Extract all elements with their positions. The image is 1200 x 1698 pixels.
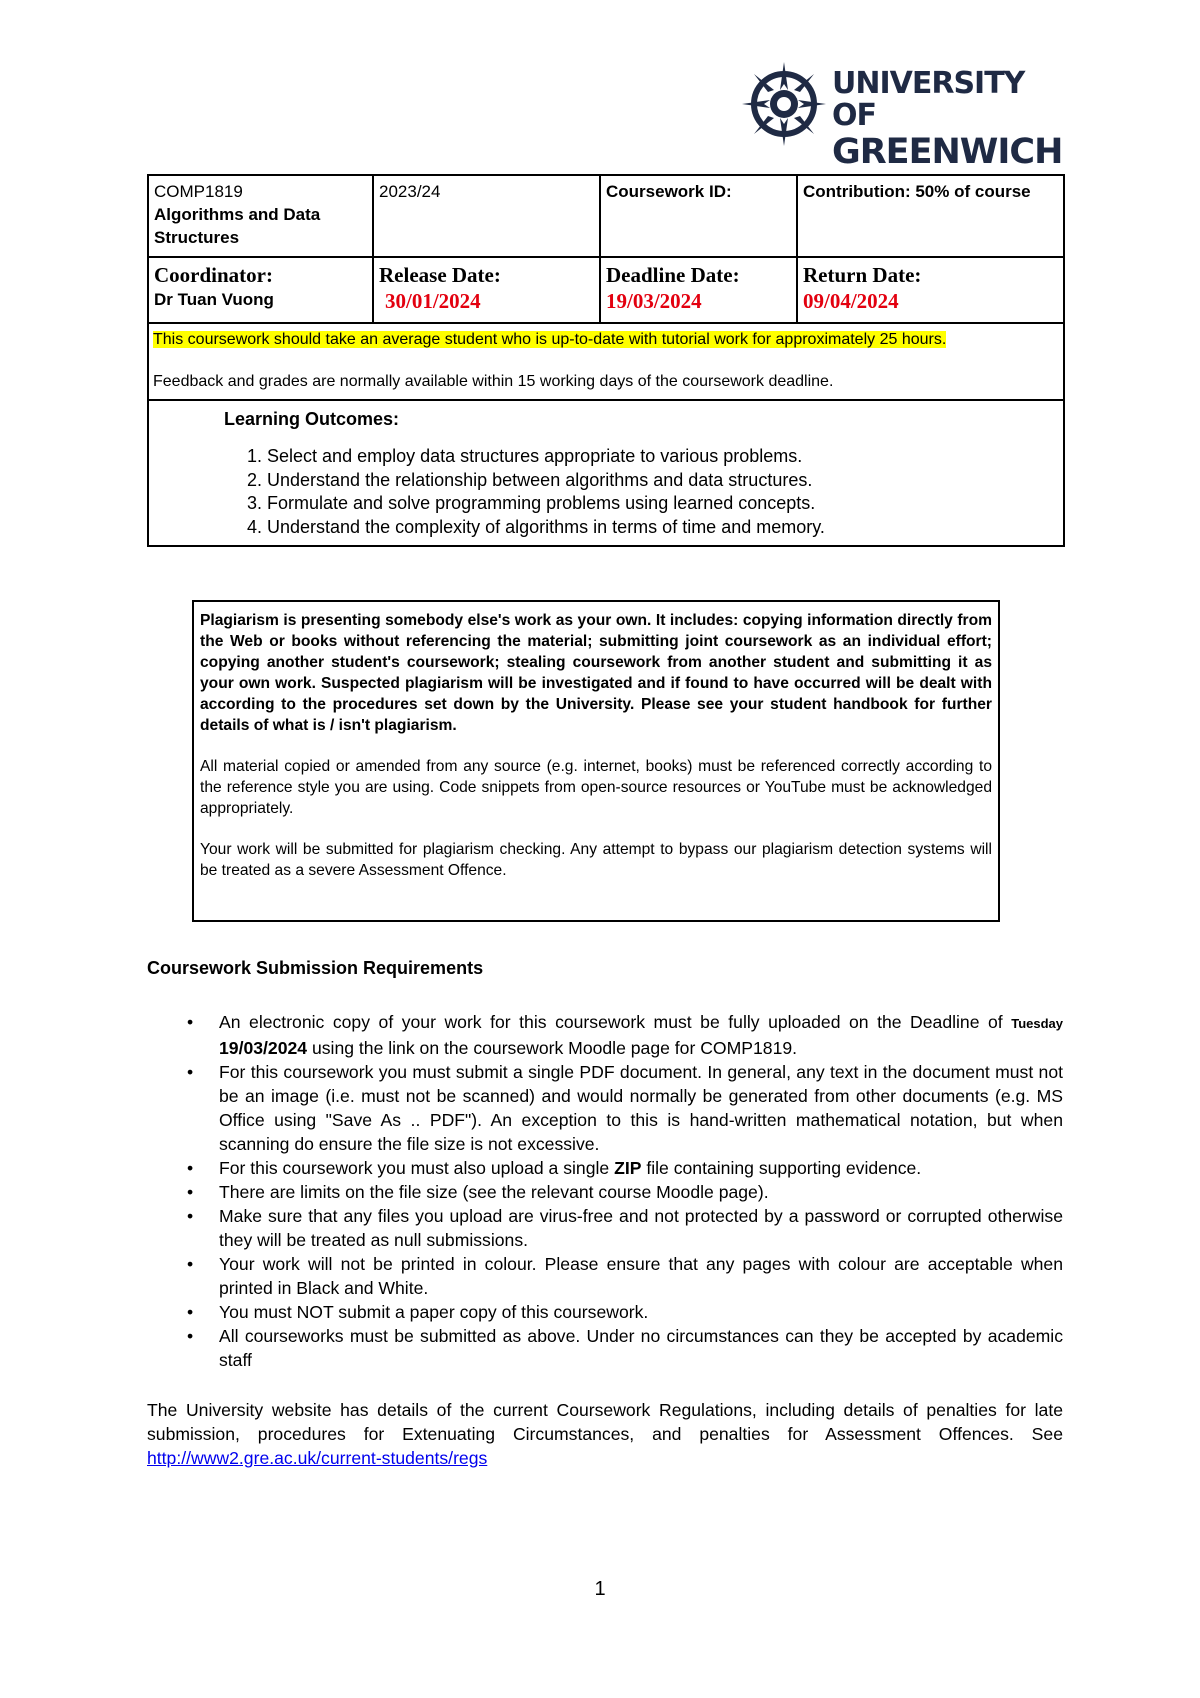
coordinator-name: Dr Tuan Vuong bbox=[154, 290, 274, 309]
bullet-icon: • bbox=[187, 1254, 194, 1274]
requirement-item bbox=[147, 1300, 1063, 1324]
bullet-icon: • bbox=[187, 1012, 194, 1032]
requirement-text: There are limits on the file size (see the relevant course Moodle page). bbox=[219, 1182, 769, 1202]
learning-outcome-item: 1. Select and employ data structures appropriate to various problems. bbox=[247, 446, 803, 466]
info-row-1 bbox=[148, 175, 1064, 257]
requirement-text: using the link on the coursework Moodle page for COMP1819. bbox=[307, 1038, 798, 1058]
requirement-text: Your work will not be printed in colour. Please ensure that any pages with colour are acceptable when printed in Black and White. bbox=[219, 1254, 1063, 1298]
deadline-cell bbox=[600, 257, 797, 323]
regulations-paragraph bbox=[147, 1398, 1063, 1470]
deadline-date: 19/03/2024 bbox=[606, 289, 702, 313]
bullet-icon: • bbox=[187, 1182, 194, 1202]
workload-note: This coursework should take an average student who is up-to-date with tutorial work for approximately 25 hours. bbox=[153, 331, 947, 348]
release-label: Release Date: bbox=[379, 263, 501, 287]
page-number: 1 bbox=[594, 1578, 606, 1600]
zip-keyword: ZIP bbox=[614, 1158, 642, 1178]
regulations-text: The University website has details of the current Coursework Regulations, including details of penalties for late submission, procedures for Extenuating Circumstances, and penalties for Assessment Offences. See bbox=[147, 1400, 1063, 1444]
bullet-icon: • bbox=[187, 1158, 194, 1178]
return-label: Return Date: bbox=[803, 263, 922, 287]
requirement-item bbox=[147, 1204, 1063, 1252]
requirement-item bbox=[147, 1180, 1063, 1204]
logo-wordmark bbox=[832, 68, 1062, 172]
notes-cell bbox=[148, 323, 1064, 400]
learning-outcomes-list bbox=[247, 445, 1063, 539]
deadline-day: Tuesday bbox=[1011, 1016, 1063, 1031]
requirement-text: An electronic copy of your work for this coursework must be fully uploaded on the Deadline of bbox=[219, 1012, 1012, 1032]
requirements-list bbox=[147, 1010, 1063, 1372]
plagiarism-box bbox=[192, 600, 1000, 922]
release-cell bbox=[373, 257, 600, 323]
deadline-date-inline: 19/03/2024 bbox=[219, 1038, 308, 1058]
learning-outcomes-title: Learning Outcomes: bbox=[224, 409, 400, 429]
academic-year: 2023/24 bbox=[373, 175, 600, 257]
info-row-3 bbox=[148, 323, 1064, 400]
requirement-text: file containing supporting evidence. bbox=[641, 1158, 922, 1178]
requirement-text: Make sure that any files you upload are virus-free and not protected by a password or corrupted otherwise they will be treated as null submissions. bbox=[219, 1206, 1063, 1250]
feedback-note: Feedback and grades are normally available within 15 working days of the coursework deadline. bbox=[153, 373, 834, 390]
return-cell bbox=[797, 257, 1064, 323]
course-name: Algorithms and Data Structures bbox=[154, 205, 321, 247]
plagiarism-checking: Your work will be submitted for plagiarism checking. Any attempt to bypass our plagiarism detection systems will be treated as a severe Assessment Offence. bbox=[200, 841, 992, 879]
requirement-text: All courseworks must be submitted as above. Under no circumstances can they be accepted by academic staff bbox=[219, 1326, 1063, 1370]
bullet-icon: • bbox=[187, 1326, 194, 1346]
bullet-icon: • bbox=[187, 1062, 194, 1082]
requirements-title: Coursework Submission Requirements bbox=[147, 958, 484, 978]
bullet-icon: • bbox=[187, 1206, 194, 1226]
info-row-2 bbox=[148, 257, 1064, 323]
requirement-item bbox=[147, 1156, 1063, 1180]
plagiarism-referencing: All material copied or amended from any source (e.g. internet, books) must be referenced correctly according to the reference style you are using. Code snippets from open-source resources or YouTube must be acknowledged appropriately. bbox=[200, 758, 992, 817]
contribution: Contribution: 50% of course bbox=[797, 175, 1064, 257]
coordinator-label: Coordinator: bbox=[154, 263, 273, 287]
requirement-text: For this coursework you must submit a single PDF document. In general, any text in the document must not be an image (i.e. must not be scanned) and would normally be generated from other documents (e.g. MS Office using "Save As .. PDF"). An exception to this is hand-written mathematical notation, but when scanning do ensure the file size is not excessive. bbox=[219, 1062, 1063, 1154]
requirement-item bbox=[147, 1324, 1063, 1372]
deadline-label: Deadline Date: bbox=[606, 263, 740, 287]
regulations-link[interactable]: http://www2.gre.ac.uk/current-students/regs bbox=[147, 1448, 488, 1468]
plagiarism-definition: Plagiarism is presenting somebody else's work as your own. It includes: copying information directly from the Web or books without referencing the material; submitting joint coursework as an individual effort; copying another student's coursework; stealing coursework from another student and submitting it as your own work. Suspected plagiarism will be investigated and if found to have occurred will be dealt with according to the procedures set down by the University. Please see your student handbook for further details of what is / isn't plagiarism. bbox=[200, 612, 992, 734]
coursework-id-label: Coursework ID: bbox=[600, 175, 797, 257]
course-cell bbox=[148, 175, 373, 257]
compass-rose-icon bbox=[740, 60, 828, 148]
university-logo bbox=[740, 60, 1063, 172]
requirement-item bbox=[147, 1060, 1063, 1156]
learning-outcome-item: 4. Understand the complexity of algorithms in terms of time and memory. bbox=[247, 516, 825, 537]
coursework-info-table bbox=[147, 174, 1065, 547]
requirement-text: For this coursework you must also upload a single bbox=[219, 1158, 615, 1178]
requirement-item bbox=[147, 1010, 1063, 1060]
info-row-4 bbox=[148, 400, 1064, 546]
bullet-icon: • bbox=[187, 1302, 194, 1322]
learning-outcome-item: 3. Formulate and solve programming problems using learned concepts. bbox=[247, 493, 816, 513]
return-date: 09/04/2024 bbox=[803, 289, 899, 313]
release-date: 30/01/2024 bbox=[385, 289, 481, 313]
logo-line1: UNIVERSITY OF bbox=[832, 66, 1025, 133]
logo-line2: GREENWICH bbox=[832, 132, 1063, 172]
learning-outcomes-cell bbox=[148, 400, 1064, 546]
course-code: COMP1819 bbox=[154, 182, 243, 201]
coordinator-cell bbox=[148, 257, 373, 323]
learning-outcome-item: 2. Understand the relationship between algorithms and data structures. bbox=[247, 469, 813, 490]
requirement-item bbox=[147, 1252, 1063, 1300]
requirement-text: You must NOT submit a paper copy of this coursework. bbox=[219, 1302, 649, 1322]
